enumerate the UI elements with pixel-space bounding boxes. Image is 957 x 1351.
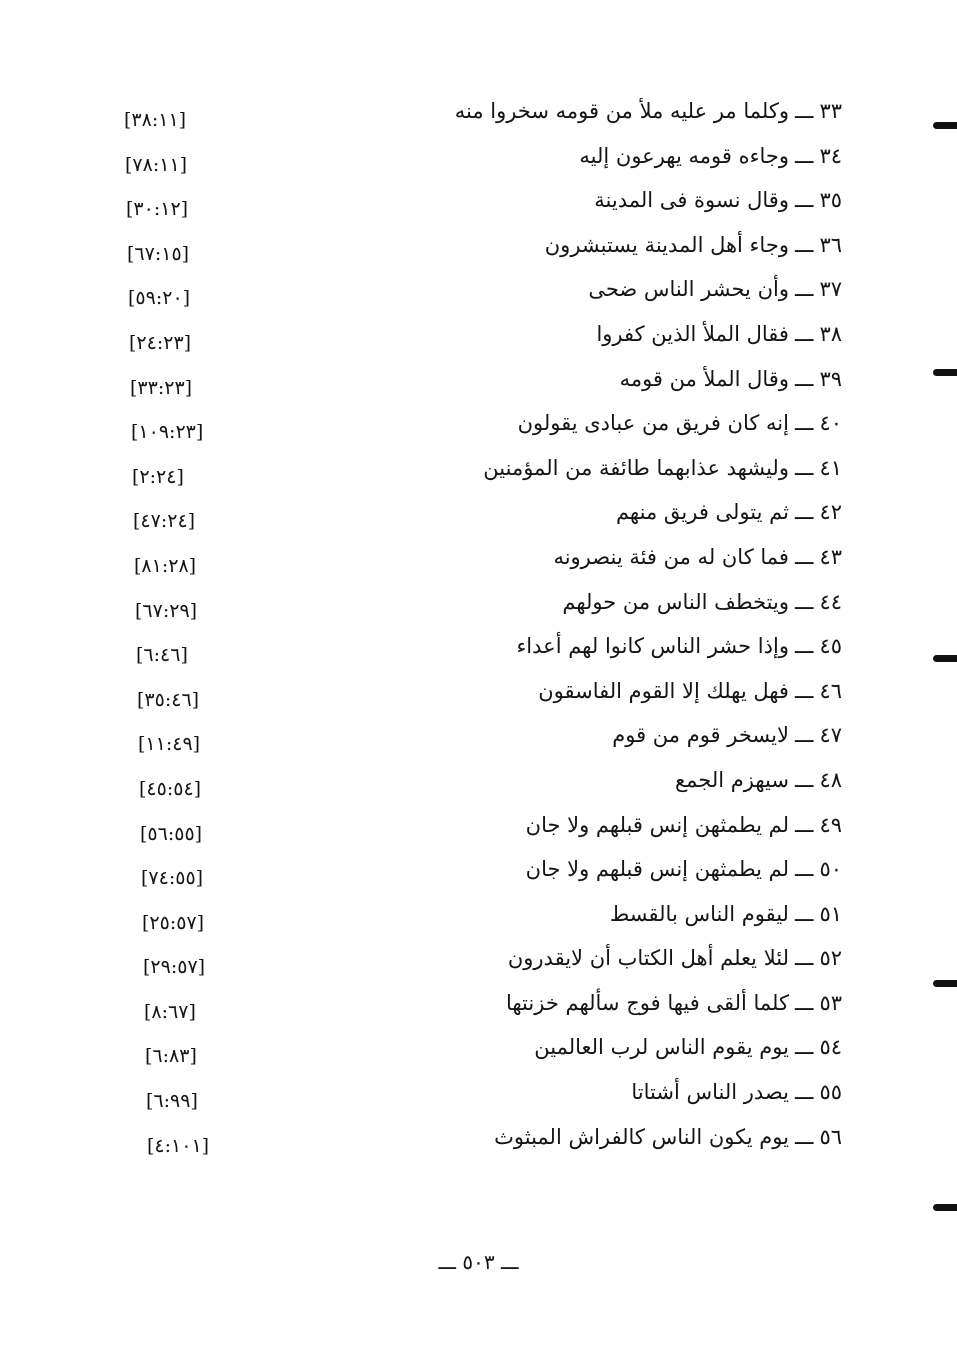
list-item — [0, 985, 957, 1030]
entry-reference: [٥٦:٥٥] — [140, 822, 203, 845]
entry-phrase: يوم يكون الناس كالفراش المبثوث — [494, 1124, 789, 1149]
margin-mark — [933, 122, 957, 129]
entry-reference: [١١:٤٩] — [138, 733, 201, 756]
entry-number: ٤٦ — [819, 678, 842, 703]
entry-text — [516, 628, 842, 664]
entry-phrase: كلما ألقى فيها فوج سألهم خزنتها — [505, 990, 789, 1015]
entry-number: ٣٧ — [819, 277, 842, 302]
entry-text — [675, 762, 842, 798]
entry-text — [506, 985, 842, 1021]
entry-phrase: وكلما مر عليه ملأ من قومه سخروا منه — [454, 99, 789, 123]
list-item — [0, 628, 957, 673]
list-item — [0, 405, 957, 450]
entry-dash: ـــ — [794, 1124, 814, 1149]
entry-dash: ـــ — [794, 857, 814, 882]
entry-number: ٤٥ — [819, 634, 842, 659]
margin-mark — [933, 655, 957, 662]
entry-phrase: وأن يحشر الناس ضحى — [588, 277, 789, 302]
entry-number: ٤٢ — [819, 500, 842, 525]
entry-text — [545, 227, 842, 263]
entry-dash: ـــ — [794, 634, 814, 659]
entry-text — [534, 1029, 842, 1065]
list-item — [0, 1029, 957, 1074]
entry-dash: ـــ — [794, 277, 814, 302]
entry-reference: [١٠٩:٢٣] — [131, 421, 204, 444]
entry-number: ٣٤ — [819, 143, 842, 168]
entry-text — [494, 1119, 842, 1155]
entry-phrase: ويتخطف الناس من حولهم — [562, 589, 789, 614]
entry-reference: [٤٥:٥٤] — [139, 777, 202, 800]
entry-number: ٥٦ — [819, 1124, 842, 1149]
list-item — [0, 1119, 957, 1164]
entry-reference: [٦:٩٩] — [146, 1090, 198, 1113]
entry-reference: [٢:٢٤] — [132, 465, 184, 488]
list-item — [0, 182, 957, 227]
entry-reference: [٣٠:١٢] — [126, 198, 189, 221]
entry-phrase: فهل يهلك إلا القوم الفاسقون — [538, 678, 789, 703]
entry-dash: ـــ — [794, 723, 814, 748]
entry-number: ٤٨ — [819, 767, 842, 792]
entry-phrase: فما كان له من فئة ينصرونه — [553, 544, 789, 569]
entry-text — [612, 717, 842, 753]
entry-dash: ـــ — [794, 1080, 814, 1105]
entry-number: ٣٣ — [819, 99, 842, 123]
entry-reference: [٢٩:٥٧] — [143, 956, 206, 979]
list-item — [0, 584, 957, 629]
entry-phrase: وقال الملأ من قومه — [619, 366, 789, 391]
entry-phrase: ثم يتولى فريق منهم — [615, 500, 789, 525]
entry-number: ٣٩ — [819, 366, 842, 391]
entry-text — [518, 405, 842, 441]
entry-dash: ـــ — [794, 500, 814, 525]
entry-dash: ـــ — [794, 321, 814, 346]
entry-dash: ـــ — [794, 455, 814, 480]
entry-text — [508, 940, 842, 976]
entry-reference: [٤٧:٢٤] — [133, 510, 196, 533]
entries-list — [0, 93, 957, 1163]
entry-phrase: وإذا حشر الناس كانوا لهم أعداء — [516, 634, 789, 659]
entry-phrase: وقال نسوة فى المدينة — [594, 188, 789, 213]
list-item — [0, 316, 957, 361]
page-number: ـــ ٥٠٣ ـــ — [438, 1250, 519, 1274]
entry-phrase: لم يطمثهن إنس قبلهم ولا جان — [525, 812, 789, 837]
entry-text — [538, 673, 842, 709]
entry-text — [455, 93, 842, 129]
entry-number: ٥٣ — [819, 990, 842, 1015]
list-item — [0, 450, 957, 495]
entry-number: ٥٤ — [819, 1035, 842, 1060]
entry-reference: [٧٤:٥٥] — [141, 867, 204, 890]
entry-dash: ـــ — [794, 1035, 814, 1060]
entry-text — [610, 896, 842, 932]
entry-dash: ـــ — [794, 143, 814, 168]
entry-phrase: فقال الملأ الذين كفروا — [596, 321, 789, 346]
entry-text — [579, 138, 842, 174]
entry-number: ٣٨ — [819, 321, 842, 346]
list-item — [0, 717, 957, 762]
entry-number: ٥٠ — [819, 857, 842, 882]
entry-number: ٥١ — [819, 901, 842, 926]
entry-number: ٣٦ — [819, 232, 842, 257]
entry-phrase: يصدر الناس أشتاتا — [631, 1080, 789, 1105]
list-item — [0, 271, 957, 316]
entry-reference: [٤:١٠١] — [147, 1134, 210, 1157]
list-item — [0, 227, 957, 272]
entry-dash: ـــ — [794, 589, 814, 614]
list-item — [0, 807, 957, 852]
entry-phrase: وجاء أهل المدينة يستبشرون — [544, 232, 789, 257]
entry-text — [483, 450, 842, 486]
entry-number: ٤٩ — [819, 812, 842, 837]
entry-reference: [٢٤:٢٣] — [129, 331, 192, 354]
margin-mark — [933, 369, 957, 376]
entry-text — [588, 271, 842, 307]
entry-dash: ـــ — [794, 678, 814, 703]
entry-number: ٤١ — [819, 455, 842, 480]
list-item — [0, 494, 957, 539]
entry-dash: ـــ — [794, 901, 814, 926]
entry-dash: ـــ — [794, 232, 814, 257]
entry-number: ٤٧ — [819, 723, 842, 748]
entry-reference: [٨١:٢٨] — [134, 554, 197, 577]
list-item — [0, 1074, 957, 1119]
entry-reference: [٦٧:١٥] — [127, 242, 190, 265]
entry-dash: ـــ — [794, 767, 814, 792]
entry-text — [553, 539, 842, 575]
entry-number: ٥٥ — [819, 1080, 842, 1105]
margin-mark — [933, 1204, 957, 1211]
entry-dash: ـــ — [794, 990, 814, 1015]
margin-mark — [933, 980, 957, 987]
entry-dash: ـــ — [794, 366, 814, 391]
entry-phrase: وليشهد عذابهما طائفة من المؤمنين — [483, 455, 789, 480]
entry-reference: [٦٧:٢٩] — [135, 599, 198, 622]
entry-phrase: وجاءه قومه يهرعون إليه — [579, 143, 789, 168]
list-item — [0, 673, 957, 718]
list-item — [0, 539, 957, 584]
entry-dash: ـــ — [794, 544, 814, 569]
entry-reference: [٨:٦٧] — [144, 1000, 196, 1023]
entry-text — [526, 807, 842, 843]
entry-text — [631, 1074, 842, 1110]
entry-number: ٤٣ — [819, 544, 842, 569]
list-item — [0, 851, 957, 896]
entry-reference: [٢٥:٥٧] — [142, 911, 205, 934]
entry-dash: ـــ — [794, 188, 814, 213]
entry-dash: ـــ — [794, 411, 814, 436]
entry-reference: [٣٨:١١] — [124, 109, 187, 131]
entry-text — [596, 316, 842, 352]
entry-reference: [٣٣:٢٣] — [130, 376, 193, 399]
entry-phrase: يوم يقوم الناس لرب العالمين — [534, 1035, 789, 1060]
list-item — [0, 896, 957, 941]
entry-phrase: سيهزم الجمع — [674, 767, 789, 792]
entry-text — [526, 851, 842, 887]
list-item — [0, 138, 957, 183]
entry-dash: ـــ — [794, 946, 814, 971]
entry-text — [594, 182, 842, 218]
list-item — [0, 361, 957, 406]
entry-number: ٣٥ — [819, 188, 842, 213]
entry-reference: [٦:٨٣] — [145, 1045, 197, 1068]
entry-phrase: ليقوم الناس بالقسط — [609, 901, 789, 926]
list-item — [0, 940, 957, 985]
entry-phrase: لم يطمثهن إنس قبلهم ولا جان — [525, 857, 789, 882]
entry-text — [616, 494, 842, 530]
entry-number: ٥٢ — [819, 946, 842, 971]
entry-number: ٤٤ — [819, 589, 842, 614]
entry-text — [620, 361, 842, 397]
list-item — [0, 762, 957, 807]
entry-phrase: لئلا يعلم أهل الكتاب أن لايقدرون — [507, 946, 789, 971]
entry-number: ٤٠ — [819, 411, 842, 436]
entry-reference: [٦:٤٦] — [136, 644, 188, 667]
list-item — [0, 93, 957, 138]
entry-text — [562, 584, 842, 620]
entry-reference: [٥٩:٢٠] — [128, 287, 191, 310]
entry-phrase: إنه كان فريق من عبادى يقولون — [517, 411, 789, 436]
entry-dash: ـــ — [794, 99, 814, 123]
entry-dash: ـــ — [794, 812, 814, 837]
entry-phrase: لايسخر قوم من قوم — [612, 723, 789, 748]
entry-reference: [٧٨:١١] — [125, 153, 188, 176]
entry-reference: [٣٥:٤٦] — [137, 688, 200, 711]
